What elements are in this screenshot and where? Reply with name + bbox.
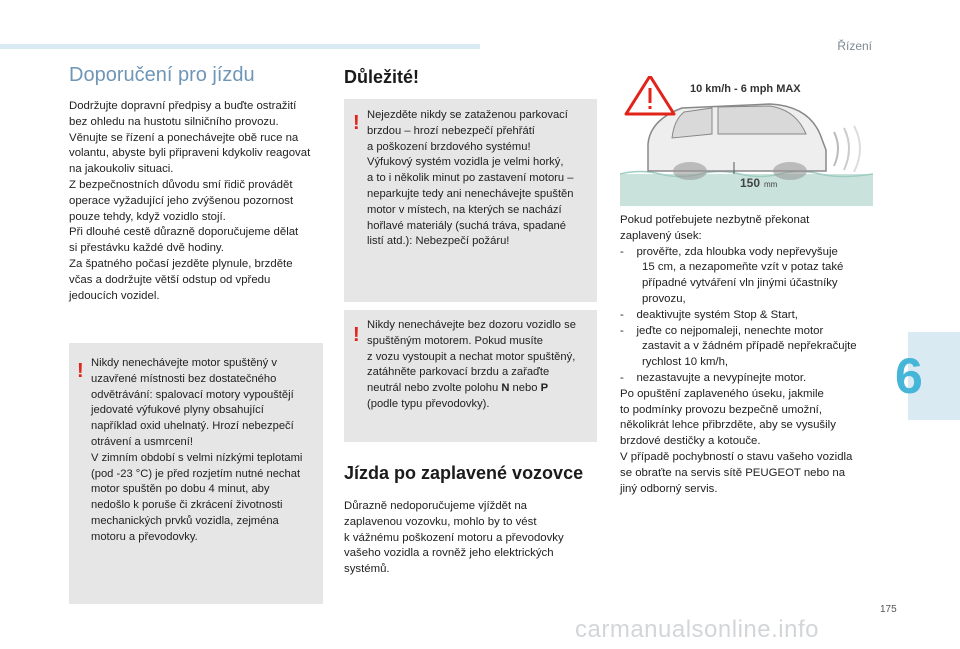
list-item: - nezastavujte a nevypínejte motor. <box>620 371 807 384</box>
list-item: - prověřte, zda hloubka vody nepřevyšuje 15 cm, a nezapomeňte vzít v potaz také případné vytváření vln jinými účastníky provozu, <box>620 245 844 305</box>
max-speed-label: 10 km/h - 6 mph MAX <box>690 83 801 95</box>
flooded-road-instructions: Pokud potřebujete nezbytně překonat zaplavený úsek: - prověřte, zda hloubka vody nepřevyšuje 15 cm, a nezapomeňte vzít v potaz také případné vytváření vln jinými účastníky provozu, - deaktivujte systém Stop & Start, - jeďte co nejpomaleji, nenechte motor zastavit a v žádném případě nepřekračujte rychlost 10 km/h, - nezastavujte a nevypínejte motor. Po opuštění zaplaveného úseku, jakmile to podmínky provozu bezpečně umožní, několikrát lehce přibrzděte, aby se vysušily brzdové destičky a kotouče. V případě pochybností o stavu vašeho vozidla se obraťte na servis sítě PEUGEOT nebo na jiný odborný servis. <box>620 213 880 497</box>
unattended-vehicle-warning-text: Nikdy nenechávejte bez dozoru vozidlo se spuštěným motorem. Pokud musíte z vozu vystoupit a nechat motor spuštěný, zatáhněte parkovací brzdu a zařaďte neutrál nebo zvolte polohu N nebo P (podle typu převodovky). <box>367 319 576 410</box>
warning-exclamation-icon: ! <box>353 324 360 346</box>
driving-advice-title: Doporučení pro jízdu <box>69 64 255 86</box>
header-bar <box>0 44 480 49</box>
list-item: - deaktivujte systém Stop & Start, <box>620 308 798 321</box>
flooded-road-illustration <box>620 76 873 206</box>
section-title: Řízení <box>837 39 872 53</box>
driving-advice-text: Dodržujte dopravní předpisy a buďte ostražití bez ohledu na hustotu silničního provozu. Věnujte se řízení a ponechávejte obě ruce na volantu, abyste byli připraveni kdykoliv reagovat na jakoukoliv situaci. Z bezpečnostních důvodu smí řidič provádět operace vyžadující jeho zvýšenou pozornost pouze tehdy, když vozidlo stojí. Při dlouhé cestě důrazně doporučujeme dělat si přestávku každé dvě hodiny. Za špatného počasí jezděte plynule, brzděte včas a dodržujte větší odstup od vpředu jedoucích vozidel. <box>69 100 311 302</box>
warning-exclamation-icon: ! <box>353 112 360 134</box>
water-depth-unit: mm <box>764 180 778 189</box>
water-depth-value: 150 <box>740 176 761 190</box>
watermark: carmanualsonline.info <box>575 616 819 643</box>
flooded-road-text: Důrazně nedoporučujeme vjíždět na zaplavenou vozovku, mohlo by to vést k vážnému poškození motoru a převodovky vašeho vozidla a rovněž jeho elektrických systémů. <box>344 500 564 576</box>
warning-triangle-icon <box>626 76 674 114</box>
page-number: 175 <box>880 604 897 615</box>
parking-brake-warning-text: Nejezděte nikdy se zataženou parkovací brzdou – hrozí nebezpečí přehřátí a poškození brzdového systému! Výfukový systém vozidla je velmi horký, a to i několik minut po zastavení motoru – neparkujte tedy ani nenechávejte spuštěn motor v místech, na kterých se nachází hořlavé materiály (suchá tráva, spadané listí atd.): Nebezpečí požáru! <box>367 109 574 248</box>
chapter-number: 6 <box>895 348 923 404</box>
warning-exclamation-icon: ! <box>77 360 84 382</box>
important-title: Důležité! <box>344 67 420 87</box>
car-in-water-graphic <box>620 76 873 206</box>
engine-warning-text: Nikdy nenechávejte motor spuštěný v uzavřené místnosti bez dostatečného odvětrávání: spalovací motory vypouštějí jedovaté výfukové plyny obsahující například oxid uhelnatý. Hrozí nebezpečí otrávení a usmrcení! V zimním období s velmi nízkými teplotami (pod -23 °C) je před rozjetím nutné nechat motor spuštěn po dobu 4 minut, aby nedošlo k poruše či zkrácení životnosti mechanických prvků vozidla, zejména motoru a převodovky. <box>91 357 303 543</box>
list-item: - jeďte co nejpomaleji, nenechte motor zastavit a v žádném případě nepřekračujte rychlost 10 km/h, <box>620 324 857 369</box>
flooded-road-title: Jízda po zaplavené vozovce <box>344 463 584 483</box>
